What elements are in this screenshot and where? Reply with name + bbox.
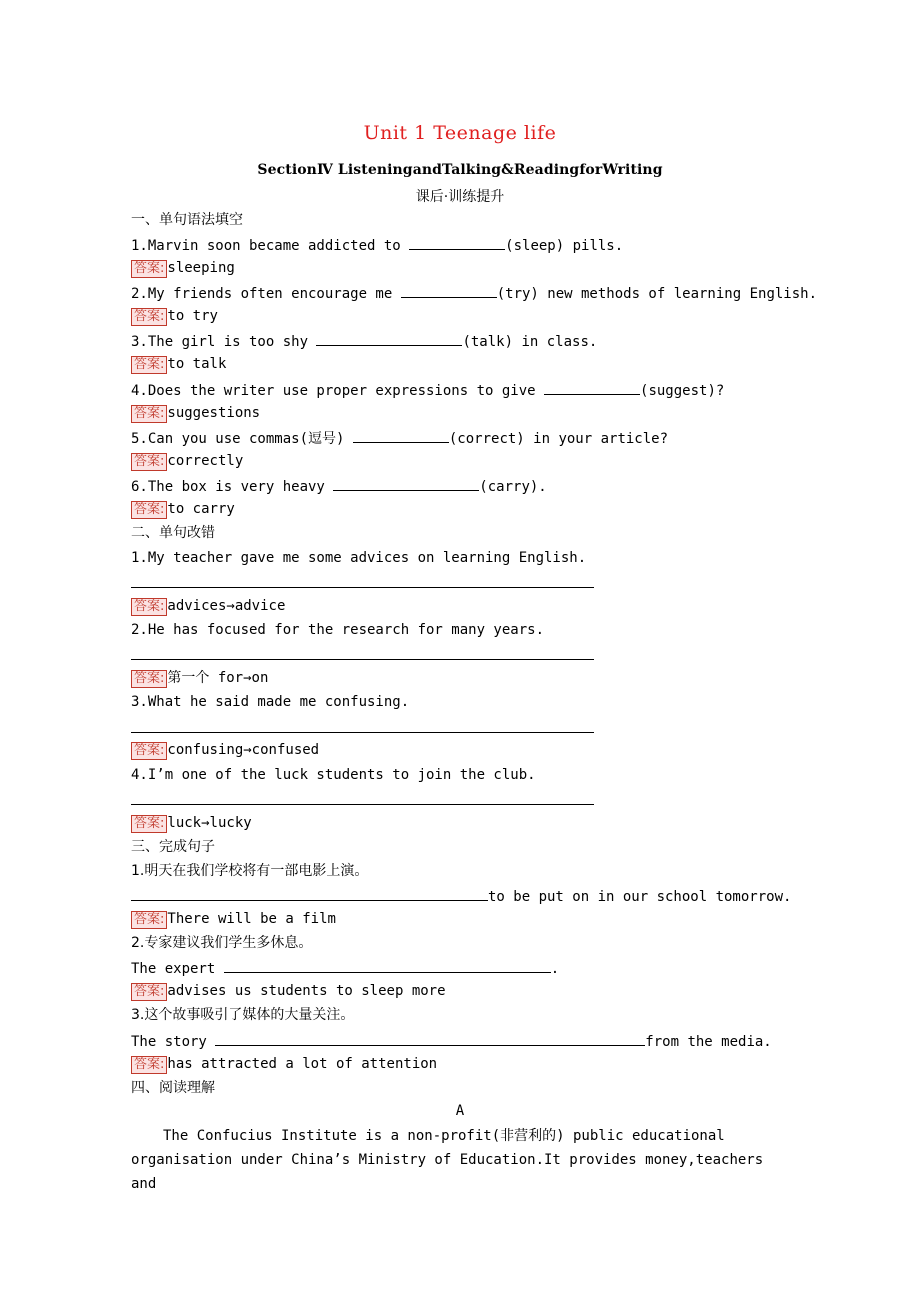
section-title: SectionⅣ ListeningandTalking&ReadingforWriting bbox=[257, 162, 663, 178]
part1-question-5: 5.Can you use commas(逗号) (correct) in your article? bbox=[131, 428, 668, 448]
answer-label: 答案: bbox=[131, 983, 167, 1001]
answer-blank bbox=[401, 283, 497, 298]
answer-label: 答案: bbox=[131, 308, 167, 326]
part2-question-2: 2.He has focused for the research for many years. bbox=[131, 622, 545, 638]
part3-question-1: 1.明天在我们学校将有一部电影上演。 bbox=[131, 863, 369, 879]
answer-label: 答案: bbox=[131, 911, 167, 929]
answer-label: 答案: bbox=[131, 453, 167, 471]
answer-blank bbox=[544, 380, 640, 395]
page-subtitle: 课后·训练提升 bbox=[415, 189, 505, 205]
answer-line bbox=[131, 659, 594, 660]
page-title: Unit 1 Teenage life bbox=[363, 122, 557, 144]
part3-sentence-1: to be put on in our school tomorrow. bbox=[131, 886, 791, 906]
part2-answer-4: 答案: luck→lucky bbox=[131, 814, 252, 833]
answer-label: 答案: bbox=[131, 598, 167, 616]
passage-label: A bbox=[455, 1103, 465, 1119]
part2-question-3: 3.What he said made me confusing. bbox=[131, 694, 410, 710]
answer-blank bbox=[224, 958, 551, 973]
answer-blank bbox=[353, 428, 449, 443]
part3-question-3: 3.这个故事吸引了媒体的大量关注。 bbox=[131, 1007, 355, 1023]
part3-answer-1: 答案: There will be a film bbox=[131, 910, 336, 929]
part3-sentence-3: The story from the media. bbox=[131, 1031, 772, 1051]
part4-heading: 四、阅读理解 bbox=[131, 1080, 215, 1096]
part2-answer-2: 答案: 第一个 for→on bbox=[131, 669, 268, 688]
part1-answer-5: 答案: correctly bbox=[131, 452, 243, 471]
answer-blank bbox=[316, 331, 462, 346]
part2-question-1: 1.My teacher gave me some advices on learning English. bbox=[131, 550, 587, 566]
part1-question-4: 4.Does the writer use proper expressions to give (suggest)? bbox=[131, 380, 724, 400]
answer-line bbox=[131, 587, 594, 588]
part2-question-4: 4.I’m one of the luck students to join the club. bbox=[131, 767, 536, 783]
part1-question-6: 6.The box is very heavy (carry). bbox=[131, 476, 547, 496]
answer-label: 答案: bbox=[131, 501, 167, 519]
answer-label: 答案: bbox=[131, 356, 167, 374]
part1-question-3: 3.The girl is too shy (talk) in class. bbox=[131, 331, 597, 351]
answer-label: 答案: bbox=[131, 815, 167, 833]
part2-answer-3: 答案: confusing→confused bbox=[131, 741, 319, 760]
answer-label: 答案: bbox=[131, 1056, 167, 1074]
answer-label: 答案: bbox=[131, 405, 167, 423]
answer-blank bbox=[333, 476, 479, 491]
part2-heading: 二、单句改错 bbox=[131, 525, 215, 541]
answer-line bbox=[131, 732, 594, 733]
answer-label: 答案: bbox=[131, 742, 167, 760]
part3-answer-3: 答案: has attracted a lot of attention bbox=[131, 1055, 437, 1074]
answer-blank bbox=[215, 1031, 645, 1046]
answer-blank bbox=[409, 235, 505, 250]
part1-answer-1: 答案: sleeping bbox=[131, 259, 235, 278]
part3-question-2: 2.专家建议我们学生多休息。 bbox=[131, 935, 313, 951]
part2-answer-1: 答案: advices→advice bbox=[131, 597, 285, 616]
answer-blank bbox=[131, 886, 488, 901]
part1-answer-4: 答案: suggestions bbox=[131, 404, 260, 423]
part1-heading: 一、单句语法填空 bbox=[131, 212, 243, 228]
reading-paragraph: The Confucius Institute is a non-profit(非营利的) public educational organisation under China’s Ministry of Education.It provides money,teachers and bbox=[131, 1128, 764, 1192]
part1-question-2: 2.My friends often encourage me (try) new methods of learning English. bbox=[131, 283, 817, 303]
part1-answer-2: 答案: to try bbox=[131, 307, 218, 326]
answer-line bbox=[131, 804, 594, 805]
part3-sentence-2: The expert . bbox=[131, 958, 559, 978]
part1-question-1: 1.Marvin soon became addicted to (sleep) pills. bbox=[131, 235, 623, 255]
answer-label: 答案: bbox=[131, 260, 167, 278]
answer-label: 答案: bbox=[131, 670, 167, 688]
part3-answer-2: 答案: advises us students to sleep more bbox=[131, 982, 446, 1001]
part3-heading: 三、完成句子 bbox=[131, 839, 215, 855]
part1-answer-3: 答案: to talk bbox=[131, 355, 226, 374]
part1-answer-6: 答案: to carry bbox=[131, 500, 235, 519]
